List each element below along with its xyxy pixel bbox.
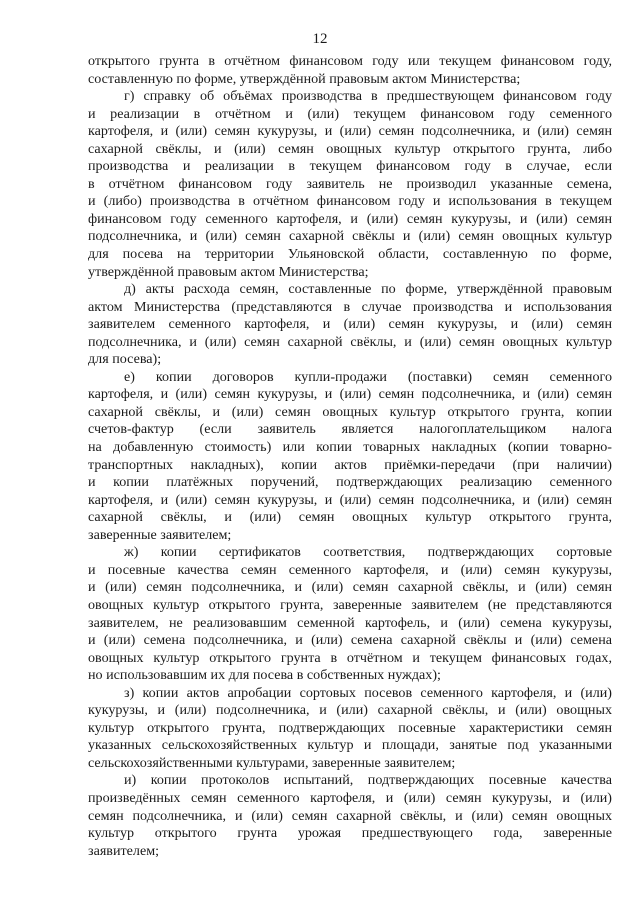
text-line: для посева на территории Ульяновской области, составленную по форме,	[88, 246, 612, 263]
text-line: и реализации в отчётном и (или) текущем финансовом году семенного	[88, 105, 612, 122]
text-line: и (или) семян подсолнечника, и (или) семян сахарной свёклы, и (или) семян	[88, 579, 612, 596]
text-line: ж) копии сертификатов соответствия, подтверждающих сортовые	[124, 544, 612, 561]
text-line: указанных сельскохозяйственных культур и площади, занятые под указанными	[88, 737, 612, 754]
text-line: составленную по форме, утверждённой правовым актом Министерства;	[88, 70, 521, 87]
text-line: подсолнечника, и (или) семян сахарной свёклы, и (или) семян овощных культур	[88, 333, 612, 350]
text-line: овощных культур открытого грунта в отчётном и текущем финансовых годах,	[88, 649, 612, 666]
text-line: кукурузы, и (или) подсолнечника, и (или) сахарной свёклы, и (или) овощных	[88, 702, 612, 719]
text-line: транспортных накладных), копии актов приёмки-передачи (при наличии)	[88, 456, 612, 473]
text-line: сельскохозяйственными культурами, заверенные заявителем;	[88, 754, 456, 771]
paragraph-g	[88, 88, 612, 281]
text-line: картофеля, и (или) семян кукурузы, и (или) семян подсолнечника, и (или) семян	[88, 386, 612, 403]
text-line: з) копии актов апробации сортовых посевов семенного картофеля, и (или)	[124, 684, 612, 701]
paragraph-zh	[88, 544, 612, 684]
paragraph-e	[88, 369, 612, 544]
text-line: культур открытого грунта, подтверждающих посевные характеристики семян	[88, 719, 612, 736]
text-line: но использовавшим их для посева в собственных нуждах);	[88, 667, 441, 684]
text-line: картофеля, и (или) семян кукурузы, и (или) семян подсолнечника, и (или) семян	[88, 491, 612, 508]
text-line: и копии платёжных поручений, подтверждающих реализацию семенного	[88, 474, 612, 491]
text-line: д) акты расхода семян, составленные по форме, утверждённой правовым	[124, 281, 612, 298]
text-line: овощных культур открытого грунта, заверенные заявителем (не представляются	[88, 596, 612, 613]
text-line: и (или) семена подсолнечника, и (или) семена сахарной свёклы и (или) семена	[88, 632, 612, 649]
page-number: 12	[312, 31, 328, 47]
document-body	[88, 53, 612, 860]
text-line: открытого грунта в отчётном финансовом году или текущем финансовом году,	[88, 53, 612, 69]
text-line: подсолнечника, и (или) семян сахарной свёклы и (или) семян овощных культур	[88, 228, 612, 245]
text-line: семян подсолнечника, и (или) семян сахарной свёклы, и (или) семян овощных	[88, 807, 612, 824]
text-line: заявителем семенного картофеля, и (или) семян кукурузы, и (или) семян	[88, 316, 612, 333]
text-line: и) копии протоколов испытаний, подтверждающих посевные качества	[124, 772, 612, 789]
text-line: заверенные заявителем;	[88, 526, 232, 543]
text-line: сахарной свёклы, и (или) семян овощных культур открытого грунта,	[88, 509, 612, 526]
text-line: для посева);	[88, 351, 162, 368]
text-line: счетов-фактур (если заявитель является налогоплательщиком налога	[88, 421, 612, 438]
text-line: сахарной свёклы, и (или) семян овощных культур открытого грунта, копии	[88, 403, 612, 420]
text-line: г) справку об объёмах производства в предшествующем финансовом году	[124, 88, 612, 105]
text-line: производства и реализации в текущем финансовом году в случае, если	[88, 158, 612, 175]
paragraph-i	[88, 772, 612, 860]
text-line: актом Министерства (представляются в случае производства и использования	[88, 298, 612, 315]
text-line: в отчётном финансовом году заявитель не производил указанные семена,	[88, 175, 612, 192]
text-line: на добавленную стоимость) или копии товарных накладных (копии товарно-	[88, 439, 612, 456]
text-line: заявителем;	[88, 842, 160, 859]
text-line: сахарной свёклы, и (или) семян овощных культур открытого грунта, либо	[88, 140, 612, 157]
text-line: картофеля, и (или) семян кукурузы, и (или) семян подсолнечника, и (или) семян	[88, 123, 612, 140]
text-line: культур открытого грунта урожая предшествующего года, заверенные	[88, 825, 612, 842]
text-line: финансовом году семенного картофеля, и (или) семян кукурузы, и (или) семян	[88, 210, 612, 227]
text-line: произведённых семян семенного картофеля, и (или) семян кукурузы, и (или)	[88, 789, 612, 806]
paragraph-d	[88, 281, 612, 369]
paragraph-z	[88, 685, 612, 773]
text-line: е) копии договоров купли-продажи (поставки) семян семенного	[124, 368, 612, 385]
text-line: и (либо) производства в отчётном финансовом году и использования в текущем	[88, 193, 612, 210]
text-line: утверждённой правовым актом Министерства;	[88, 263, 369, 280]
text-line: и посевные качества семян семенного картофеля, и (или) семян кукурузы,	[88, 561, 612, 578]
text-line: заявителем, не реализовавшим семенной картофель, и (или) семена кукурузы,	[88, 614, 612, 631]
paragraph-cont	[88, 53, 612, 88]
